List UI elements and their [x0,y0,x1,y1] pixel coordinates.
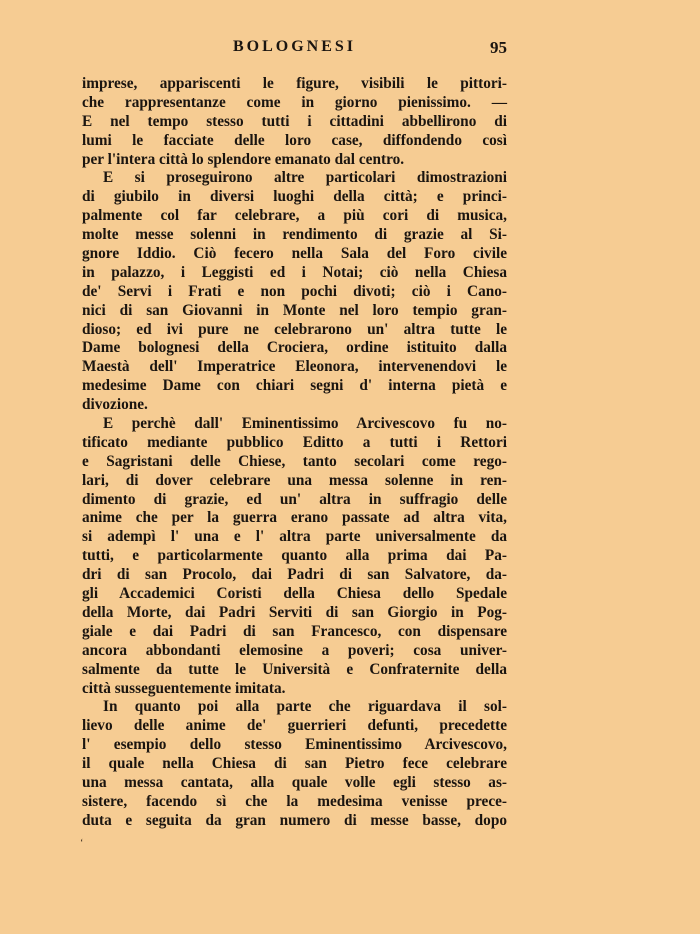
text-line: della Morte, dai Padri Serviti di san Giorgio in Pog- [82,603,507,621]
text-line: lari, di dover celebrare una messa solenne in ren- [82,471,507,489]
text-line: sistere, facendo sì che la medesima venisse prece- [82,792,507,810]
text-line: l' esempio dello stesso Eminentissimo Arcivescovo, [82,736,507,754]
body-text [82,75,507,831]
text-line: giale e dai Padri di san Francesco, con dispensare [82,622,507,640]
text-line: una messa cantata, alla quale volle egli stesso as- [82,773,507,791]
text-line: tutti, e particolarmente quanto alla prima dai Pa- [82,547,507,565]
text-line: che rappresentanze come in giorno pienissimo. — [82,93,507,111]
text-line: E perchè dall' Eminentissimo Arcivescovo fu no- [103,415,507,433]
text-line: il quale nella Chiesa di san Pietro fece celebrare [82,755,507,773]
text-line: si adempì l' una e l' altra parte universalmente da [82,528,507,546]
text-line: nici di san Giovanni in Monte nel loro tempio gran- [82,301,507,319]
text-line: tificato mediante pubblico Editto a tutti i Rettori [82,433,507,451]
text-line: duta e seguita da gran numero di messe basse, dopo [82,811,507,829]
text-line: lumi le facciate delle loro case, diffondendo così [82,131,507,149]
text-line: gnore Iddio. Ciò fecero nella Sala del Foro civile [82,245,507,263]
text-line: palmente col far celebrare, a più cori di musica, [82,207,507,225]
text-line: e Sagristani delle Chiese, tanto secolari come rego- [82,452,507,470]
running-head [82,38,507,60]
text-line: imprese, appariscenti le figure, visibili le pittori- [82,75,507,92]
text-line: anime che per la guerra erano passate ad altra vita, [82,509,507,527]
text-line: divozione. [82,396,148,414]
text-line: E nel tempo stesso tutti i cittadini abbellirono di [82,112,507,130]
page-number: 95 [490,38,507,57]
text-line: Maestà dell' Imperatrice Eleonora, intervenendovi le [82,358,507,376]
text-line: salmente da tutte le Università e Confraternite della [82,660,507,678]
text-line: de' Servi i Frati e non pochi divoti; ciò i Cano- [82,282,507,300]
text-line: molte messe solenni in rendimento di grazie al Si- [82,226,507,244]
text-line: dimento di grazie, ed un' altra in suffragio delle [82,490,507,508]
text-line: medesime Dame con chiari segni d' interna pietà e [82,377,507,395]
text-line: dioso; ed ivi pure ne celebrarono un' altra tutte le [82,320,507,338]
text-line: dri di san Procolo, dai Padri di san Salvatore, da- [82,566,507,584]
text-line: di giubilo in diversi luoghi della città; e princi- [82,188,507,206]
text-line: E si proseguirono altre particolari dimostrazioni [103,169,507,187]
text-line: in palazzo, i Leggisti ed i Notai; ciò nella Chiesa [82,263,507,281]
text-line: ancora abbondanti elemosine a poveri; cosa univer- [82,641,507,659]
text-line: Dame bolognesi della Crociera, ordine istituito dalla [82,339,507,357]
text-line: In quanto poi alla parte che riguardava il sol- [103,698,507,716]
running-title: BOLOGNESI [232,38,357,55]
text-line: gli Accademici Coristi della Chiesa dello Spedale [82,585,507,603]
text-line: per l'intera città lo splendore emanato dal centro. [82,150,405,168]
footer-mark: ‘ [80,838,84,849]
text-line: città susseguentemente imitata. [82,679,286,697]
text-line: lievo delle anime de' guerrieri defunti, precedette [82,717,507,735]
